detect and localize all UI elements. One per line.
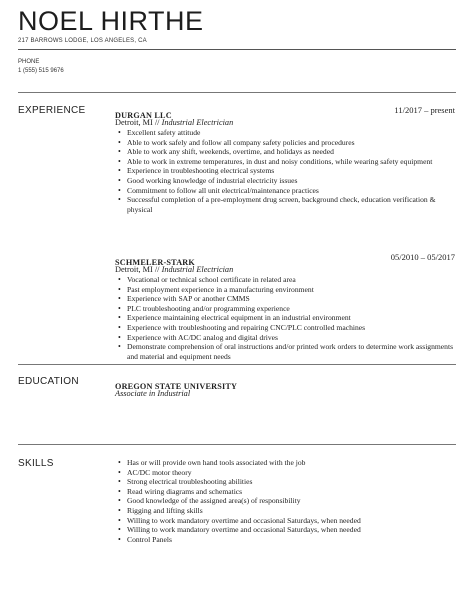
list-item: • Experience with troubleshooting and repairing CNC/PLC controlled machines bbox=[127, 323, 455, 333]
experience-divider bbox=[18, 92, 456, 93]
job-entry bbox=[115, 252, 455, 361]
job-header bbox=[115, 105, 455, 118]
phone-value: 1 (555) 515 9676 bbox=[18, 68, 64, 74]
list-item: • Good working knowledge of industrial electricity issues bbox=[127, 176, 455, 186]
education-school: OREGON STATE UNIVERSITY bbox=[115, 382, 238, 391]
candidate-address: 217 BARROWS LODGE, LOS ANGELES, CA bbox=[18, 38, 147, 44]
list-item: • Demonstrate comprehension of oral instructions and/or printed work orders to determine work assignments and material and equipment needs bbox=[127, 342, 455, 361]
list-item: • Read wiring diagrams and schematics bbox=[127, 487, 455, 497]
list-item: • Commitment to follow all unit electrical/maintenance practices bbox=[127, 186, 455, 196]
phone-label: PHONE bbox=[18, 59, 40, 65]
list-item: • PLC troubleshooting and/or programming experience bbox=[127, 304, 455, 314]
skills-entry bbox=[115, 458, 455, 544]
list-item: • Able to work in extreme temperatures, in dust and noisy conditions, while wearing safety equipment bbox=[127, 157, 455, 167]
list-item: • Experience with SAP or another CMMS bbox=[127, 294, 455, 304]
list-item: • Willing to work mandatory overtime and occasional Saturdays, when needed bbox=[127, 516, 455, 526]
job-entry bbox=[115, 105, 455, 214]
list-item: • Rigging and lifting skills bbox=[127, 506, 455, 516]
job-role: Industrial Electrician bbox=[161, 265, 234, 274]
list-item: • Past employment experience in a manufacturing environment bbox=[127, 285, 455, 295]
list-item: • Able to work any shift, weekends, overtime, and holidays as needed bbox=[127, 147, 455, 157]
list-item: • Has or will provide own hand tools associated with the job bbox=[127, 458, 455, 468]
job-bullet-list bbox=[115, 128, 455, 214]
candidate-name: NOEL HIRTHE bbox=[18, 6, 204, 36]
education-header bbox=[115, 376, 455, 389]
list-item: • Able to work safely and follow all company safety policies and procedures bbox=[127, 138, 455, 148]
list-item: • Excellent safety attitude bbox=[127, 128, 455, 138]
contact-block bbox=[18, 58, 64, 76]
skills-bullet-list bbox=[115, 458, 455, 544]
job-company: DURGAN LLC bbox=[115, 111, 172, 120]
skills-divider bbox=[18, 444, 456, 445]
job-role: Industrial Electrician bbox=[161, 118, 234, 127]
list-item: • Experience maintaining electrical equipment in an industrial environment bbox=[127, 313, 455, 323]
education-degree: Associate in Industrial bbox=[115, 389, 191, 398]
job-dates: 11/2017 – present bbox=[394, 105, 455, 115]
job-location: Detroit, MI // bbox=[115, 118, 160, 127]
list-item: • Good knowledge of the assigned area(s) of responsibility bbox=[127, 496, 455, 506]
job-location: Detroit, MI // bbox=[115, 265, 160, 274]
list-item: • Control Panels bbox=[127, 535, 455, 545]
education-divider bbox=[18, 364, 456, 365]
list-item: • Vocational or technical school certificate in related area bbox=[127, 275, 455, 285]
list-item: • AC/DC motor theory bbox=[127, 468, 455, 478]
job-company: SCHMELER-STARK bbox=[115, 258, 195, 267]
job-header bbox=[115, 252, 455, 265]
list-item: • Experience in troubleshooting electrical systems bbox=[127, 166, 455, 176]
list-item: • Successful completion of a pre-employment drug screen, background check, education verification & physical bbox=[127, 195, 455, 214]
job-bullet-list bbox=[115, 275, 455, 361]
skills-section-title: SKILLS bbox=[18, 458, 54, 469]
education-entry bbox=[115, 376, 455, 399]
job-dates: 05/2010 – 05/2017 bbox=[390, 252, 455, 262]
list-item: • Experience with AC/DC analog and digital drives bbox=[127, 333, 455, 343]
experience-section-title: EXPERIENCE bbox=[18, 105, 86, 116]
header-divider bbox=[18, 49, 456, 50]
list-item: • Willing to work mandatory overtime and occasional Saturdays, when needed bbox=[127, 525, 455, 535]
education-section-title: EDUCATION bbox=[18, 376, 79, 387]
resume-header bbox=[18, 6, 458, 44]
list-item: • Strong electrical troubleshooting abilities bbox=[127, 477, 455, 487]
